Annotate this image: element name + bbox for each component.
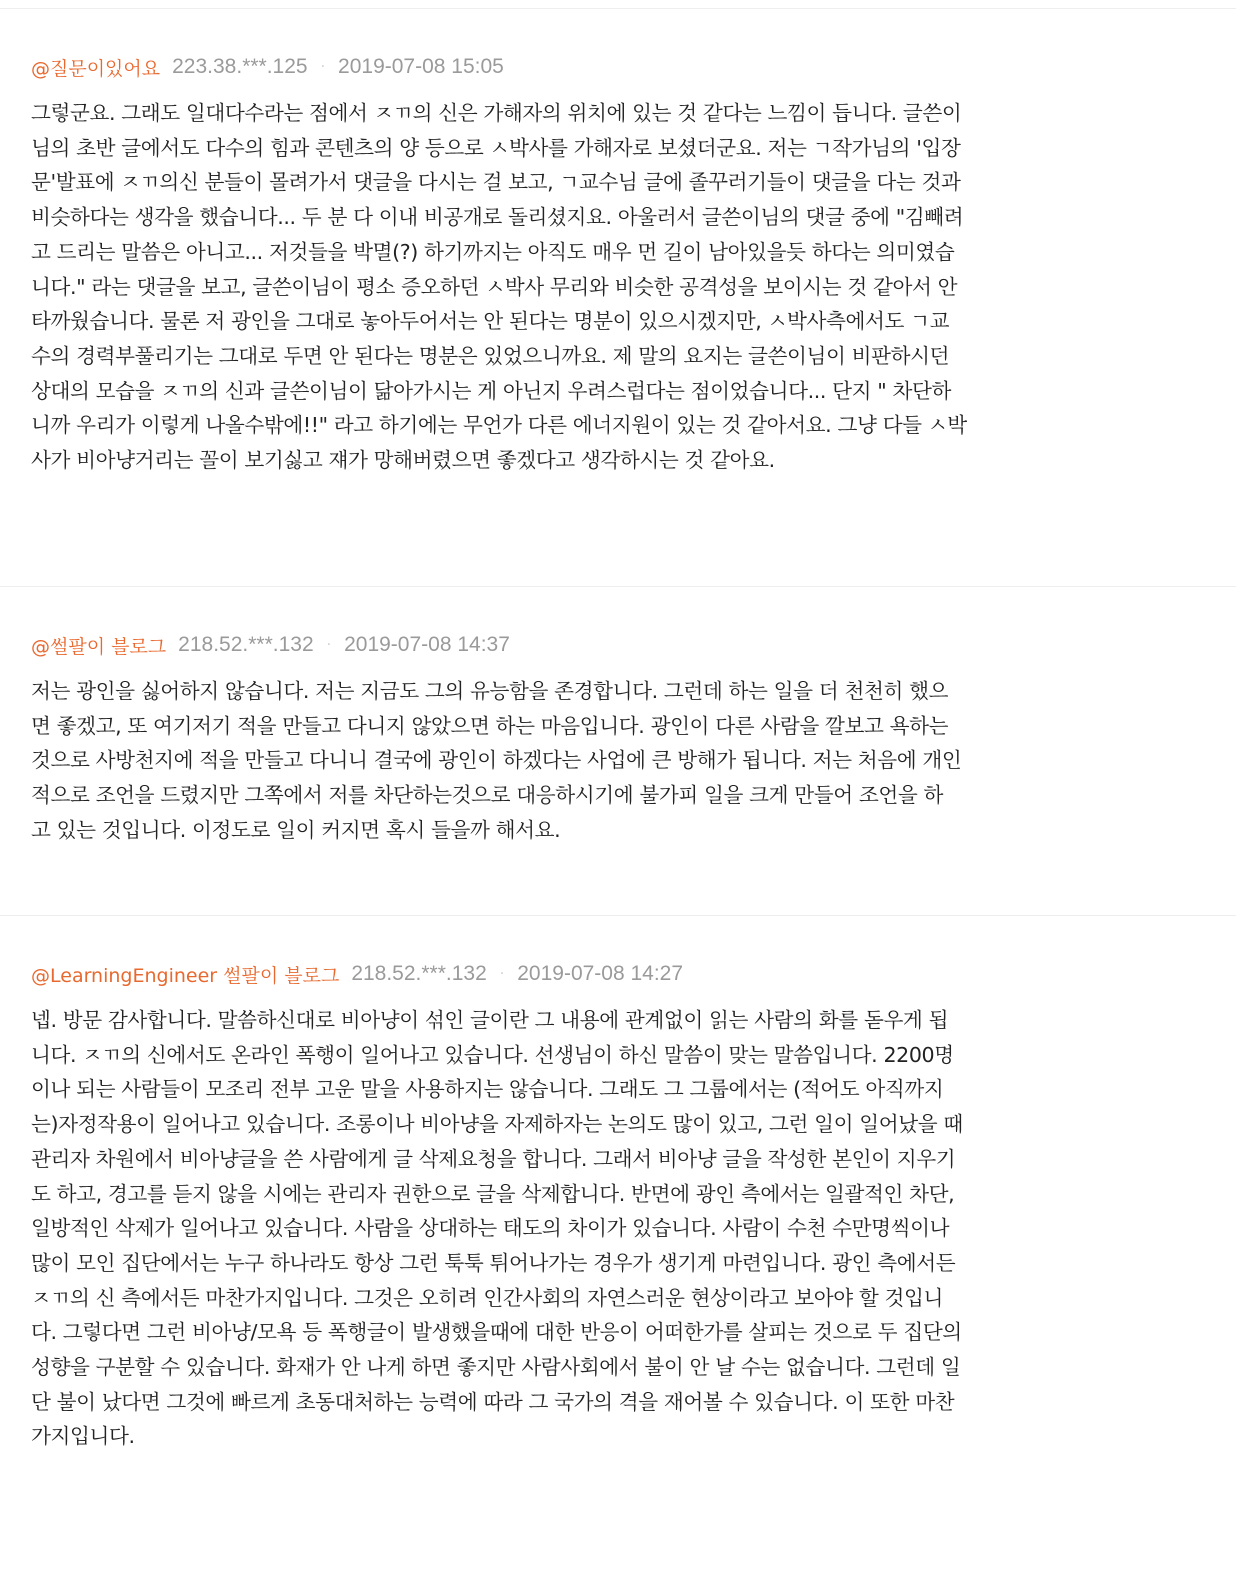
ip-address: 218.52.***.132	[178, 633, 314, 656]
comment-line: 고 드리는 말씀은 아니고... 저것들을 박멸(?) 하기까지는 아직도 매우 먼 길이 남아있을듯 하다는 의미였습	[31, 239, 955, 264]
author-link[interactable]: @썰팔이 블로그	[31, 635, 167, 658]
comment-line: 그렇군요. 그래도 일대다수라는 점에서 ㅈㄲ의 신은 가해자의 위치에 있는 것 같다는 느낌이 듭니다. 글쓴이	[31, 101, 962, 125]
comment-line: 상대의 모습을 ㅈㄲ의 신과 글쓴이님이 닮아가시는 게 아닌지 우려스럽다는 점이었습니다... 단지 " 차단하	[31, 378, 951, 403]
comment-line: 많이 모인 집단에서는 누구 하나라도 항상 그런 툭툭 튀어나가는 경우가 생기게 마련입니다. 광인 측에서든	[31, 1250, 956, 1275]
comment-line: 수의 경력부풀리기는 그대로 두면 안 된다는 명분은 있었으니까요. 제 말의 요지는 글쓴이님이 비판하시던	[31, 343, 950, 368]
comment-line: 니다." 라는 댓글을 보고, 글쓴이님이 평소 증오하던 ㅅ박사 무리와 비슷한 공격성을 보이시는 것 같아서 안	[31, 274, 958, 299]
comment-line: 단 불이 났다면 그것에 빠르게 초동대처하는 능력에 따라 그 국가의 격을 재어볼 수 있습니다. 이 또한 마찬	[31, 1389, 955, 1414]
comment-line: 성향을 구분할 수 있습니다. 화재가 안 나게 하면 좋지만 사람사회에서 불이 안 날 수는 없습니다. 그런데 일	[31, 1355, 961, 1380]
comment-body	[31, 96, 1171, 478]
comment-line: 고 있는 것입니다. 이정도로 일이 커지면 혹시 들을까 해서요.	[31, 817, 561, 842]
comment-line: 이나 되는 사람들이 모조리 전부 고운 말을 사용하지는 않습니다. 그래도 그 그룹에서는 (적어도 아직까지	[31, 1077, 944, 1102]
comment-line: 문'발표에 ㅈㄲ의신 분들이 몰려가서 댓글을 다시는 걸 보고, ㄱ교수님 글에 졸꾸러기들이 댓글을 다는 것과	[31, 170, 961, 195]
comment-line: 일방적인 삭제가 일어나고 있습니다. 사람을 상대하는 태도의 차이가 있습니다. 사람이 수천 수만명씩이나	[31, 1216, 950, 1241]
author-link[interactable]: @질문이있어요	[31, 57, 161, 80]
comment-meta	[31, 50, 1171, 84]
comment-1	[31, 50, 1171, 478]
comment-divider	[0, 915, 1236, 916]
comment-line: 사가 비아냥거리는 꼴이 보기싫고 쟤가 망해버렸으면 좋겠다고 생각하시는 것 같아요.	[31, 448, 775, 473]
comment-line: 면 좋겠고, 또 여기저기 적을 만들고 다니지 않았으면 하는 마음입니다. 광인이 다른 사람을 깔보고 욕하는	[31, 713, 949, 738]
comment-meta	[31, 628, 1171, 662]
comment-body	[31, 674, 1171, 848]
comment-divider	[0, 586, 1236, 587]
comment-line: 관리자 차원에서 비아냥글을 쓴 사람에게 글 삭제요청을 합니다. 그래서 비아냥 글을 작성한 본인이 지우기	[31, 1146, 956, 1171]
meta-separator: ·	[326, 637, 332, 653]
comment-line: 적으로 조언을 드렸지만 그쪽에서 저를 차단하는것으로 대응하시기에 불가피 일을 크게 만들어 조언을 하	[31, 783, 943, 808]
comment-line: 타까웠습니다. 물론 저 광인을 그대로 놓아두어서는 안 된다는 명분이 있으시겠지만, ㅅ박사측에서도 ㄱ교	[31, 309, 950, 334]
comment-line: 가지입니다.	[31, 1424, 135, 1449]
meta-separator: ·	[320, 59, 326, 75]
comment-line: 저는 광인을 싫어하지 않습니다. 저는 지금도 그의 유능함을 존경합니다. 그런데 하는 일을 더 천천히 했으	[31, 679, 949, 703]
comment-line: 님의 초반 글에서도 다수의 힘과 콘텐츠의 양 등으로 ㅅ박사를 가해자로 보셨더군요. 저는 ㄱ작가님의 '입장	[31, 135, 961, 160]
comment-line: 도 하고, 경고를 듣지 않을 시에는 관리자 권한으로 글을 삭제합니다. 반면에 광인 측에서는 일괄적인 차단,	[31, 1181, 955, 1206]
comment-date: 2019-07-08 15:05	[338, 55, 504, 78]
comment-line: 는)자정작용이 일어나고 있습니다. 조롱이나 비아냥을 자제하자는 논의도 많이 있고, 그런 일이 일어났을 때	[31, 1112, 963, 1137]
comment-line: 다. 그렇다면 그런 비아냥/모욕 등 폭행글이 발생했을때에 대한 반응이 어떠한가를 살피는 것으로 두 집단의	[31, 1320, 962, 1345]
comment-line: 니다. ㅈㄲ의 신에서도 온라인 폭행이 일어나고 있습니다. 선생님이 하신 말씀이 맞는 말씀입니다. 2200명	[31, 1042, 954, 1067]
comment-2	[31, 628, 1171, 848]
meta-separator: ·	[499, 966, 505, 982]
ip-address: 223.38.***.125	[172, 55, 308, 78]
comment-date: 2019-07-08 14:37	[344, 633, 510, 656]
comment-3	[31, 957, 1171, 1454]
comment-line: 니까 우리가 이렇게 나올수밖에!!" 라고 하기에는 무언가 다른 에너지원이 있는 것 같아서요. 그냥 다들 ㅅ박	[31, 413, 967, 438]
comment-date: 2019-07-08 14:27	[517, 962, 684, 985]
comment-line: ㅈㄲ의 신 측에서든 마찬가지입니다. 그것은 오히려 인간사회의 자연스러운 현상이라고 보아야 할 것입니	[31, 1285, 943, 1310]
top-divider	[0, 8, 1236, 9]
comment-meta	[31, 957, 1171, 991]
comment-line: 비슷하다는 생각을 했습니다... 두 분 다 이내 비공개로 돌리셨지요. 아울러서 글쓴이님의 댓글 중에 "김빼려	[31, 205, 964, 230]
comment-line: 것으로 사방천지에 적을 만들고 다니니 결국에 광인이 하겠다는 사업에 큰 방해가 됩니다. 저는 처음에 개인	[31, 748, 962, 773]
ip-address: 218.52.***.132	[351, 962, 487, 985]
author-link[interactable]: @LearningEngineer 썰팔이 블로그	[31, 964, 340, 987]
comment-line: 넵. 방문 감사합니다. 말씀하신대로 비아냥이 섞인 글이란 그 내용에 관계없이 읽는 사람의 화를 돋우게 됩	[31, 1008, 949, 1032]
comment-body	[31, 1003, 1171, 1454]
